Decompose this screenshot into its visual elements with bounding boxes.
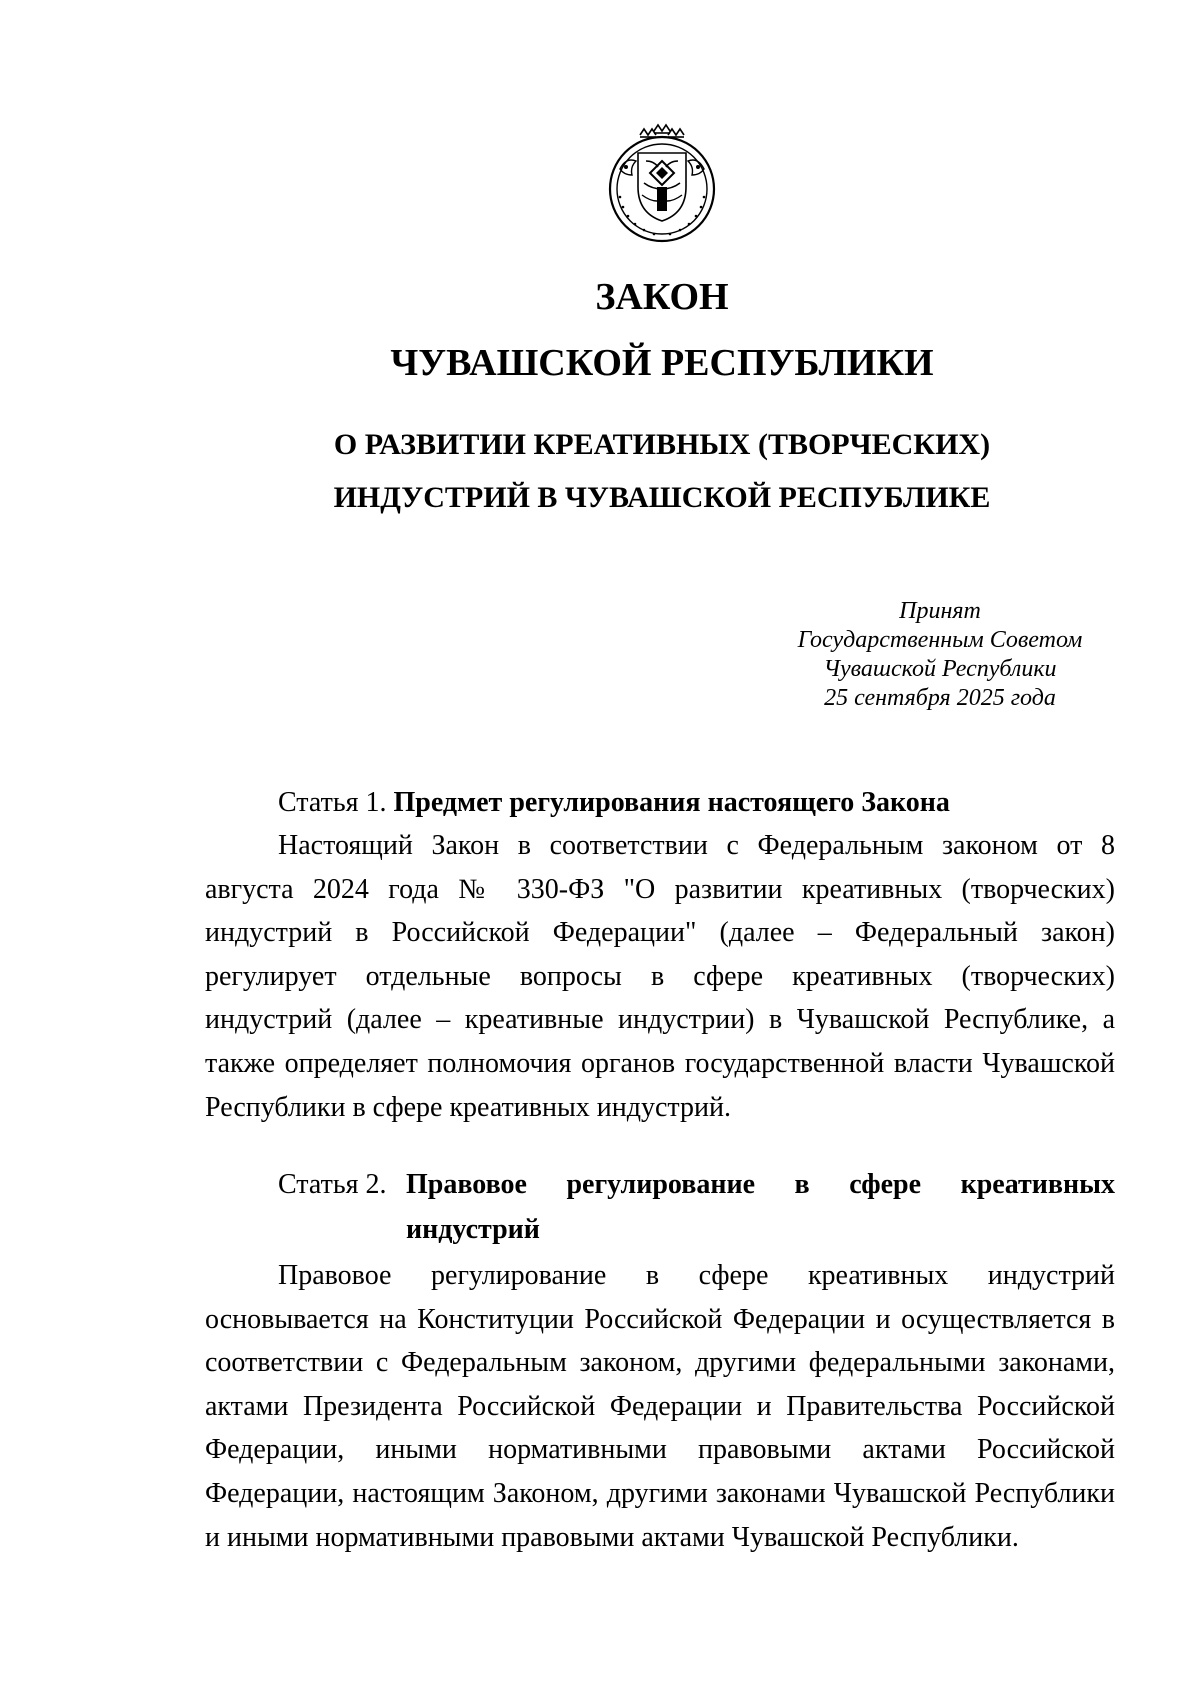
article-1-body [205, 824, 1115, 1129]
adoption-line-body: Государственным Советом [797, 627, 1083, 653]
adoption-date: 25 сентября 2025 года [824, 685, 1056, 711]
article-1-heading [278, 781, 950, 824]
article-2-paragraph: Правовое регулирование в сфере креативных индустрий основывается на Конституции Российской Федерации и осуществляется в соответствии с Федеральным законом, другими федеральными законами, актами Президента Российской Федерации и Правительства Российской Федерации, иными нормативными правовыми актами Российской Федерации, настоящим Законом, другими законами Чувашской Республики и иными нормативными правовыми актами Чувашской Республики. [205, 1260, 1115, 1553]
law-subject-line-1: О РАЗВИТИИ КРЕАТИВНЫХ (ТВОРЧЕСКИХ) [333, 428, 991, 461]
adoption-line-republic: Чувашской Республики [823, 656, 1057, 682]
law-title: ЗАКОН [595, 276, 729, 318]
article-1-title: Предмет регулирования настоящего Закона [393, 787, 950, 818]
adoption-note [780, 597, 1100, 713]
article-2-body [205, 1254, 1115, 1559]
article-2-number: Статья 2. [278, 1169, 387, 1200]
coat-of-arms-icon [596, 117, 728, 249]
article-1-paragraph: Настоящий Закон в соответствии с Федеральным законом от 8 августа 2024 года № 330-ФЗ "О развитии креативных (творческих) индустрий в Российской Федерации" (далее – Федеральный закон) регулирует отдельные вопросы в сфере креативных (творческих) индустрий (далее – креативные индустрии) в Чувашской Республике, а также определяет полномочия органов государственной власти Чувашской Республики в сфере креативных индустрий. [205, 830, 1115, 1123]
republic-title: ЧУВАШСКОЙ РЕСПУБЛИКИ [390, 342, 934, 384]
law-subject-line-2: ИНДУСТРИЙ В ЧУВАШСКОЙ РЕСПУБЛИКЕ [333, 481, 991, 514]
adoption-line-accepted: Принят [899, 598, 981, 624]
article-2-title: Правовое регулирование в сфере креативных индустрий [406, 1169, 1115, 1245]
article-1-number: Статья 1. [278, 787, 387, 818]
